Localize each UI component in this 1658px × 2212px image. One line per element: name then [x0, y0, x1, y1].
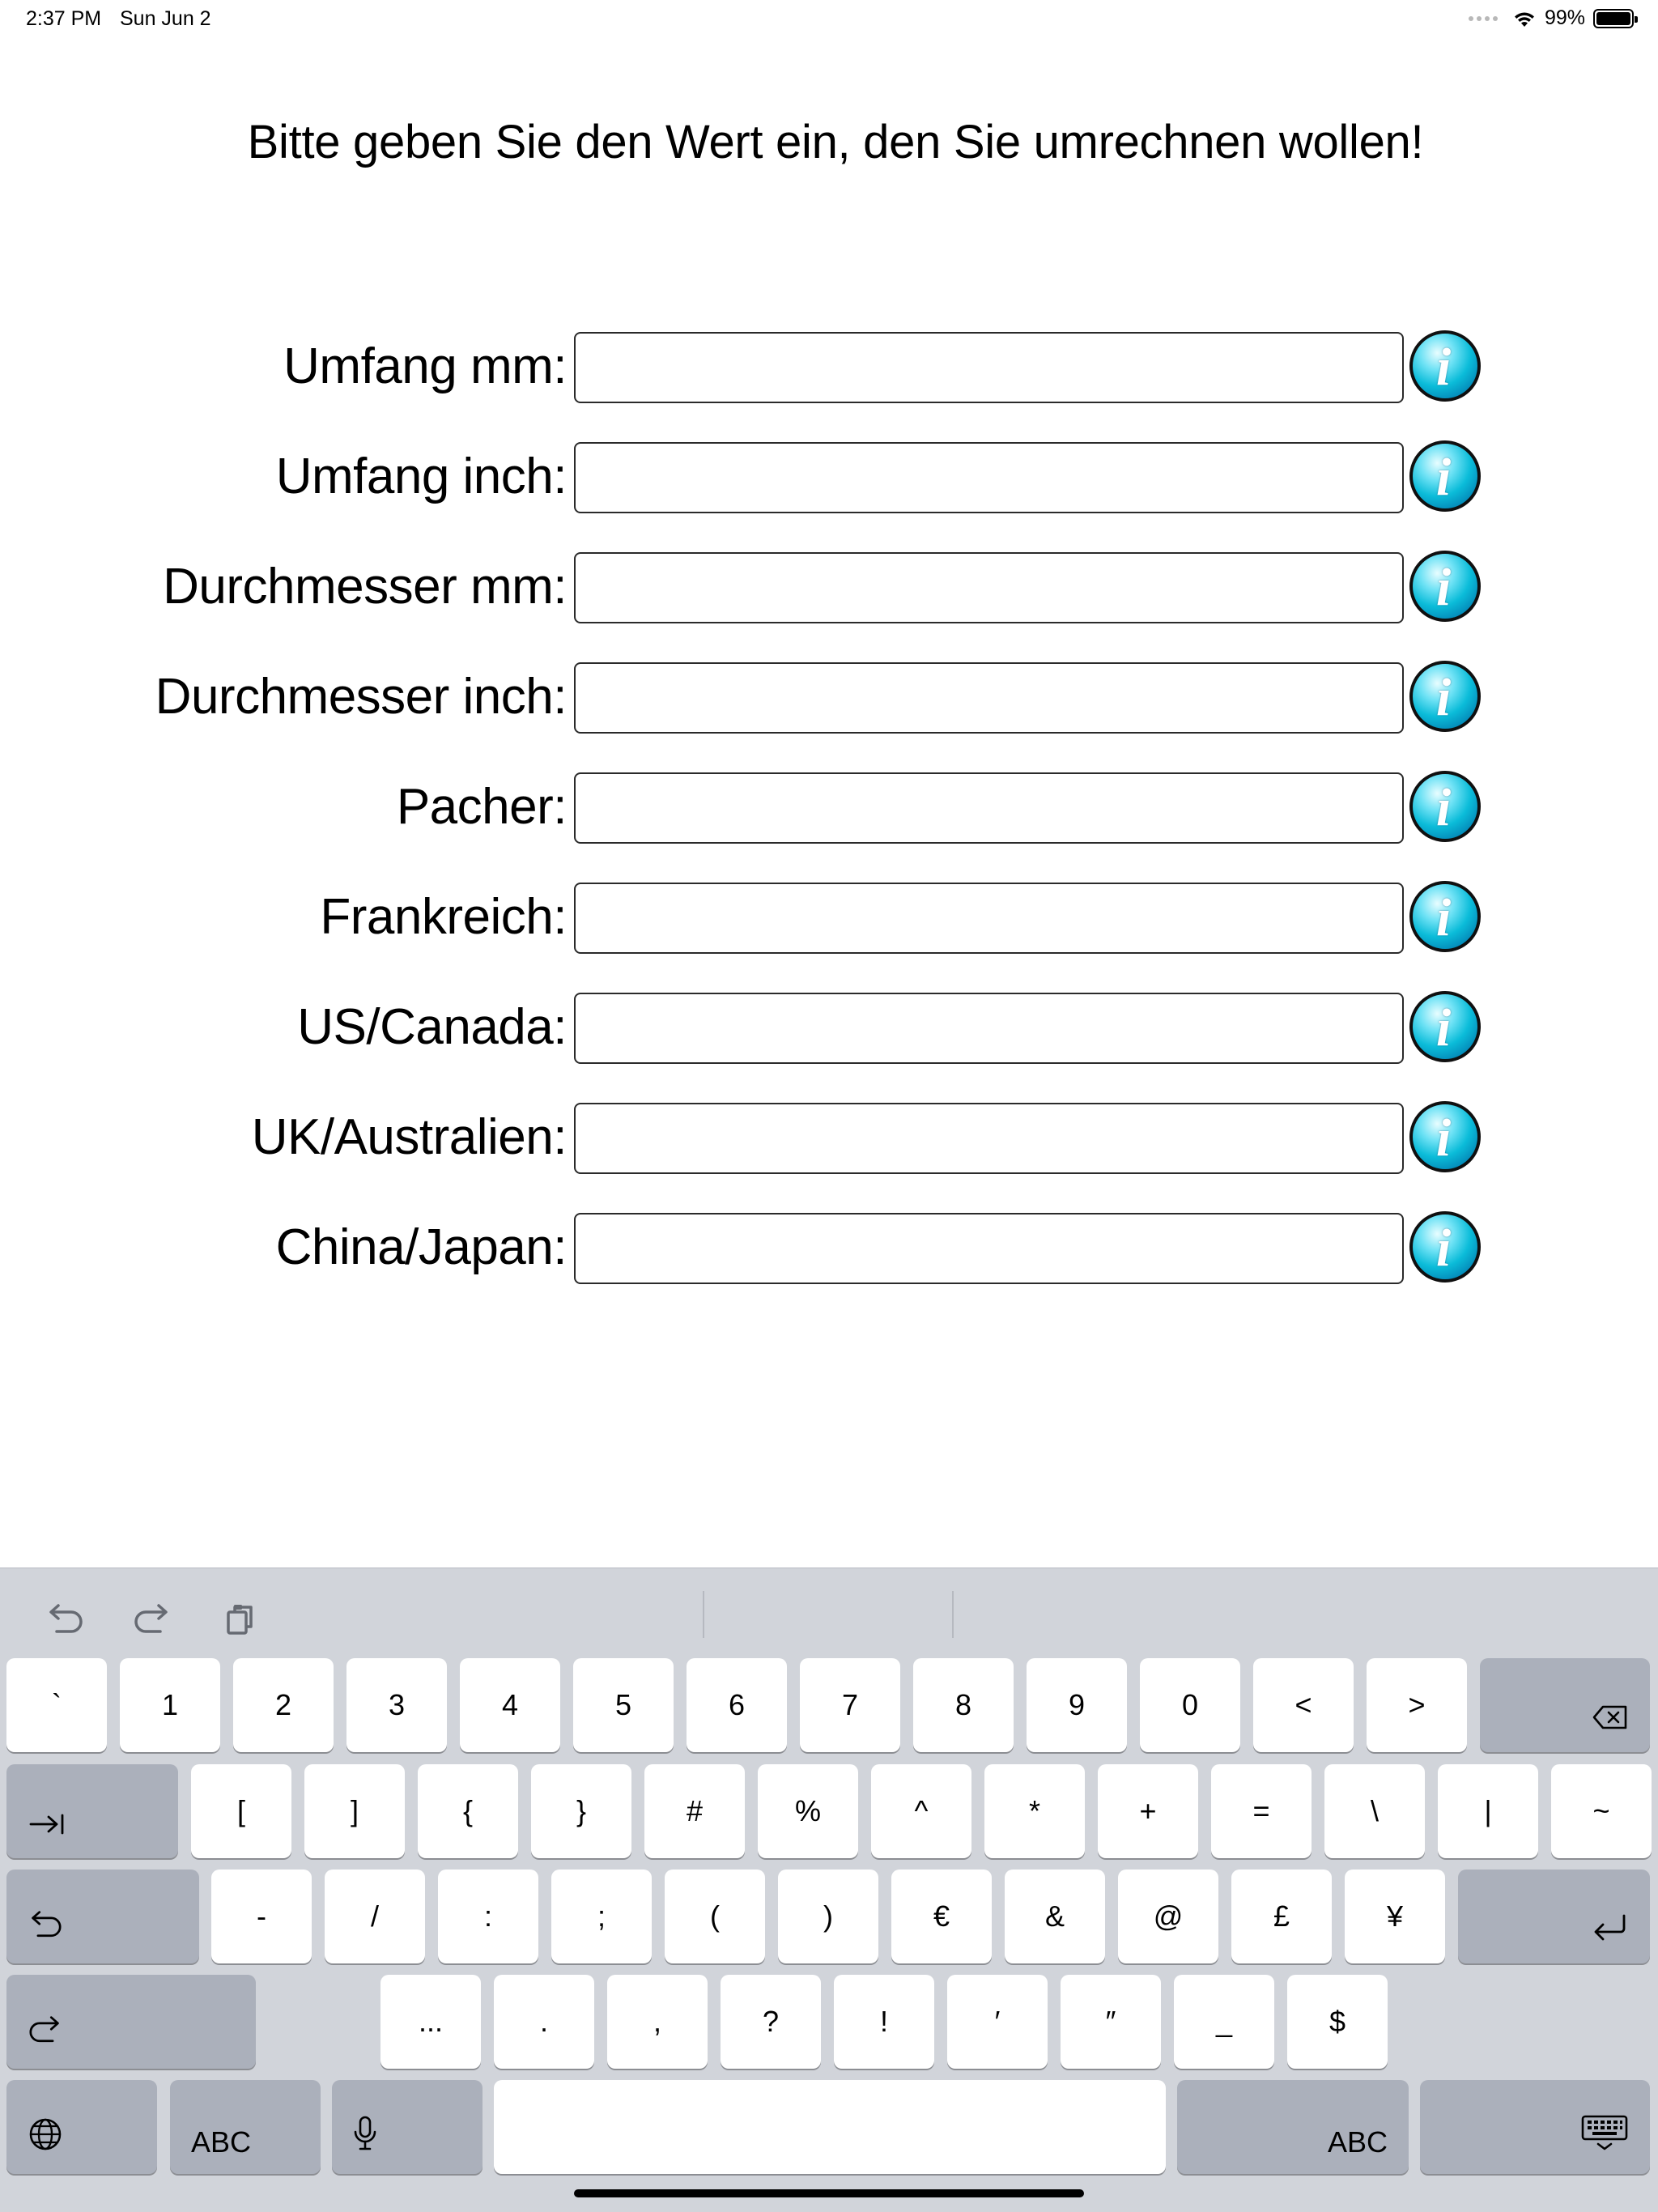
key[interactable]: [325, 1870, 425, 1963]
key[interactable]: [913, 1658, 1014, 1752]
info-icon: i: [1435, 1108, 1452, 1168]
key-label: {: [462, 1794, 474, 1827]
status-bar: [0, 0, 1658, 39]
form-row-umfang-inch: [0, 440, 1658, 513]
key[interactable]: [778, 1870, 878, 1963]
undo-key[interactable]: [6, 1870, 199, 1963]
key[interactable]: [1174, 1975, 1274, 2069]
key[interactable]: [665, 1870, 765, 1963]
key[interactable]: [1098, 1764, 1198, 1858]
row-label: Umfang inch:: [275, 449, 567, 504]
key-label: ^: [914, 1794, 929, 1827]
key-label: (: [710, 1899, 720, 1933]
info-icon: i: [1435, 448, 1452, 507]
key-label: `: [52, 1688, 62, 1721]
toolbar-divider: [703, 1591, 704, 1638]
status-date: Sun Jun 2: [120, 7, 211, 30]
form-row-frankreich: [0, 881, 1658, 954]
key[interactable]: [346, 1658, 447, 1752]
key-label: 7: [841, 1688, 859, 1721]
keyboard-toolbar: [0, 1568, 1658, 1665]
key[interactable]: [1027, 1658, 1127, 1752]
key[interactable]: [1324, 1764, 1425, 1858]
tab-key[interactable]: [6, 1764, 178, 1858]
home-indicator: [574, 2189, 1084, 2197]
key[interactable]: [1118, 1870, 1218, 1963]
info-button[interactable]: [1409, 1211, 1481, 1283]
abc-key-left[interactable]: [170, 2080, 321, 2174]
key[interactable]: [1551, 1764, 1652, 1858]
form-row-pacher: [0, 771, 1658, 844]
key-label: 4: [501, 1688, 519, 1721]
battery-fill: [1596, 12, 1630, 25]
key[interactable]: [1231, 1870, 1332, 1963]
key[interactable]: [947, 1975, 1048, 2069]
key[interactable]: [1140, 1658, 1240, 1752]
info-icon: i: [1435, 888, 1452, 947]
key[interactable]: [1345, 1870, 1445, 1963]
key-label: ¥: [1386, 1899, 1404, 1933]
info-button[interactable]: [1409, 881, 1481, 952]
key[interactable]: [573, 1658, 674, 1752]
key[interactable]: [644, 1764, 745, 1858]
key[interactable]: [1287, 1975, 1388, 2069]
key-label: /: [370, 1899, 379, 1933]
info-icon: i: [1435, 668, 1452, 727]
form-row-china-japan: [0, 1211, 1658, 1284]
delete-key[interactable]: [1480, 1658, 1650, 1752]
key-label: @: [1153, 1899, 1184, 1933]
key-label: 9: [1068, 1688, 1086, 1721]
key-label: *: [1028, 1794, 1040, 1827]
microphone-icon: [353, 2115, 377, 2159]
key-label: :: [483, 1899, 492, 1933]
keyboard: [0, 1568, 1658, 2212]
key-label: 5: [614, 1688, 632, 1721]
info-button[interactable]: [1409, 551, 1481, 622]
umfang-inch-input[interactable]: [574, 442, 1404, 513]
key[interactable]: [438, 1870, 538, 1963]
globe-icon: [28, 2116, 63, 2159]
battery-icon: [1593, 9, 1634, 28]
key-label: €: [933, 1899, 950, 1933]
key-label: =: [1252, 1794, 1270, 1827]
key-label: <: [1295, 1688, 1312, 1721]
key-label: 0: [1181, 1688, 1199, 1721]
key-label: 3: [388, 1688, 406, 1721]
row-label: UK/Australien:: [251, 1109, 567, 1165]
key[interactable]: [380, 1975, 481, 2069]
key[interactable]: [120, 1658, 220, 1752]
info-icon: i: [1435, 558, 1452, 617]
key[interactable]: [1367, 1658, 1467, 1752]
key-label: $: [1329, 2005, 1346, 2038]
dictation-key[interactable]: [332, 2080, 483, 2174]
battery-percent: 99%: [1544, 6, 1585, 29]
key[interactable]: [6, 1658, 107, 1752]
key-label: ,: [653, 2005, 661, 2038]
status-right: [1469, 6, 1634, 30]
paste-icon[interactable]: [215, 1596, 264, 1644]
key[interactable]: [304, 1764, 405, 1858]
key-label: ): [823, 1899, 833, 1933]
dismiss-keyboard-icon: [1580, 2115, 1629, 2159]
info-button[interactable]: [1409, 1101, 1481, 1172]
row-label: US/Canada:: [297, 999, 567, 1055]
key-label: ′: [994, 2005, 1001, 2038]
info-icon: i: [1435, 1219, 1452, 1278]
info-button[interactable]: [1409, 991, 1481, 1062]
info-icon: i: [1435, 778, 1452, 837]
key[interactable]: [758, 1764, 858, 1858]
row-label: Durchmesser inch:: [155, 669, 567, 725]
key[interactable]: [1061, 1975, 1161, 2069]
info-icon: i: [1435, 998, 1452, 1057]
globe-key[interactable]: [6, 2080, 157, 2174]
key-label: %: [794, 1794, 821, 1827]
redo-key[interactable]: [6, 1975, 256, 2069]
undo-icon[interactable]: [40, 1596, 89, 1644]
undo-icon: [28, 1909, 63, 1949]
key-label: #: [686, 1794, 704, 1827]
key[interactable]: [891, 1870, 992, 1963]
key[interactable]: [607, 1975, 708, 2069]
key[interactable]: [460, 1658, 560, 1752]
key[interactable]: [1211, 1764, 1312, 1858]
key[interactable]: [418, 1764, 518, 1858]
tab-icon: [28, 1810, 66, 1844]
info-button[interactable]: [1409, 440, 1481, 512]
wifi-icon: [1512, 9, 1537, 28]
key-label: ABC: [1327, 2125, 1388, 2159]
key-label: 6: [728, 1688, 746, 1721]
key-label: ...: [418, 2005, 443, 2038]
key-label: &: [1044, 1899, 1065, 1933]
key[interactable]: [211, 1870, 312, 1963]
us-canada-input[interactable]: [574, 993, 1404, 1064]
key[interactable]: [721, 1975, 821, 2069]
durchmesser-mm-input[interactable]: [574, 552, 1404, 623]
dismiss-keyboard-key[interactable]: [1420, 2080, 1650, 2174]
china-japan-input[interactable]: [574, 1213, 1404, 1284]
return-key[interactable]: [1458, 1870, 1650, 1963]
key-label: ABC: [191, 2125, 252, 2159]
key[interactable]: [871, 1764, 971, 1858]
umfang-mm-input[interactable]: [574, 332, 1404, 403]
key-label: [: [236, 1794, 245, 1827]
return-icon: [1590, 1912, 1629, 1949]
key-label: _: [1215, 2005, 1233, 2038]
key[interactable]: [834, 1975, 934, 2069]
durchmesser-inch-input[interactable]: [574, 662, 1404, 734]
frankreich-input[interactable]: [574, 883, 1404, 954]
toolbar-divider: [952, 1591, 954, 1638]
uk-australien-input[interactable]: [574, 1103, 1404, 1174]
form-row-umfang-mm: [0, 330, 1658, 403]
key-label: +: [1139, 1794, 1157, 1827]
key-label: ;: [597, 1899, 606, 1933]
key-label: >: [1408, 1688, 1426, 1721]
row-label: China/Japan:: [275, 1219, 567, 1275]
row-label: Umfang mm:: [283, 338, 567, 394]
abc-key-right[interactable]: [1177, 2080, 1409, 2174]
key[interactable]: [1253, 1658, 1354, 1752]
key-label: \: [1370, 1794, 1379, 1827]
signal-dots-icon: [1469, 16, 1498, 21]
key-label: ?: [762, 2005, 780, 2038]
key-label: 8: [954, 1688, 972, 1721]
key[interactable]: [1438, 1764, 1538, 1858]
redo-icon: [28, 2014, 63, 2054]
key-label: 1: [161, 1688, 179, 1721]
key-label: }: [576, 1794, 587, 1827]
key-label: .: [539, 2005, 548, 2038]
key[interactable]: [494, 1975, 594, 2069]
key-label: -: [257, 1899, 266, 1933]
info-button[interactable]: [1409, 771, 1481, 842]
key-label: 2: [274, 1688, 292, 1721]
key[interactable]: [233, 1658, 334, 1752]
redo-icon[interactable]: [128, 1596, 176, 1644]
key-label: £: [1273, 1899, 1290, 1933]
key-label: ~: [1592, 1794, 1610, 1827]
info-icon: i: [1435, 338, 1452, 397]
key[interactable]: [1005, 1870, 1105, 1963]
key[interactable]: [984, 1764, 1085, 1858]
row-label: Frankreich:: [320, 889, 567, 945]
key[interactable]: [551, 1870, 652, 1963]
key[interactable]: [687, 1658, 787, 1752]
form-row-durchmesser-inch: [0, 661, 1658, 734]
page-title: Bitte geben Sie den Wert ein, den Sie umrechnen wollen!: [247, 116, 1424, 168]
key[interactable]: [191, 1764, 291, 1858]
form-row-uk-australien: [0, 1101, 1658, 1174]
row-label: Durchmesser mm:: [163, 559, 567, 615]
key[interactable]: [531, 1764, 631, 1858]
status-time: 2:37 PM: [26, 7, 102, 30]
info-button[interactable]: [1409, 330, 1481, 402]
delete-icon: [1592, 1704, 1629, 1738]
key-label: |: [1484, 1794, 1492, 1827]
form-row-durchmesser-mm: [0, 551, 1658, 623]
pacher-input[interactable]: [574, 772, 1404, 844]
key-label: ]: [350, 1794, 359, 1827]
key-label: !: [879, 2005, 888, 2038]
space-key[interactable]: [494, 2080, 1166, 2174]
key-label: ″: [1105, 2005, 1116, 2038]
row-label: Pacher:: [396, 779, 567, 835]
info-button[interactable]: [1409, 661, 1481, 732]
key[interactable]: [800, 1658, 900, 1752]
form-row-us-canada: [0, 991, 1658, 1064]
